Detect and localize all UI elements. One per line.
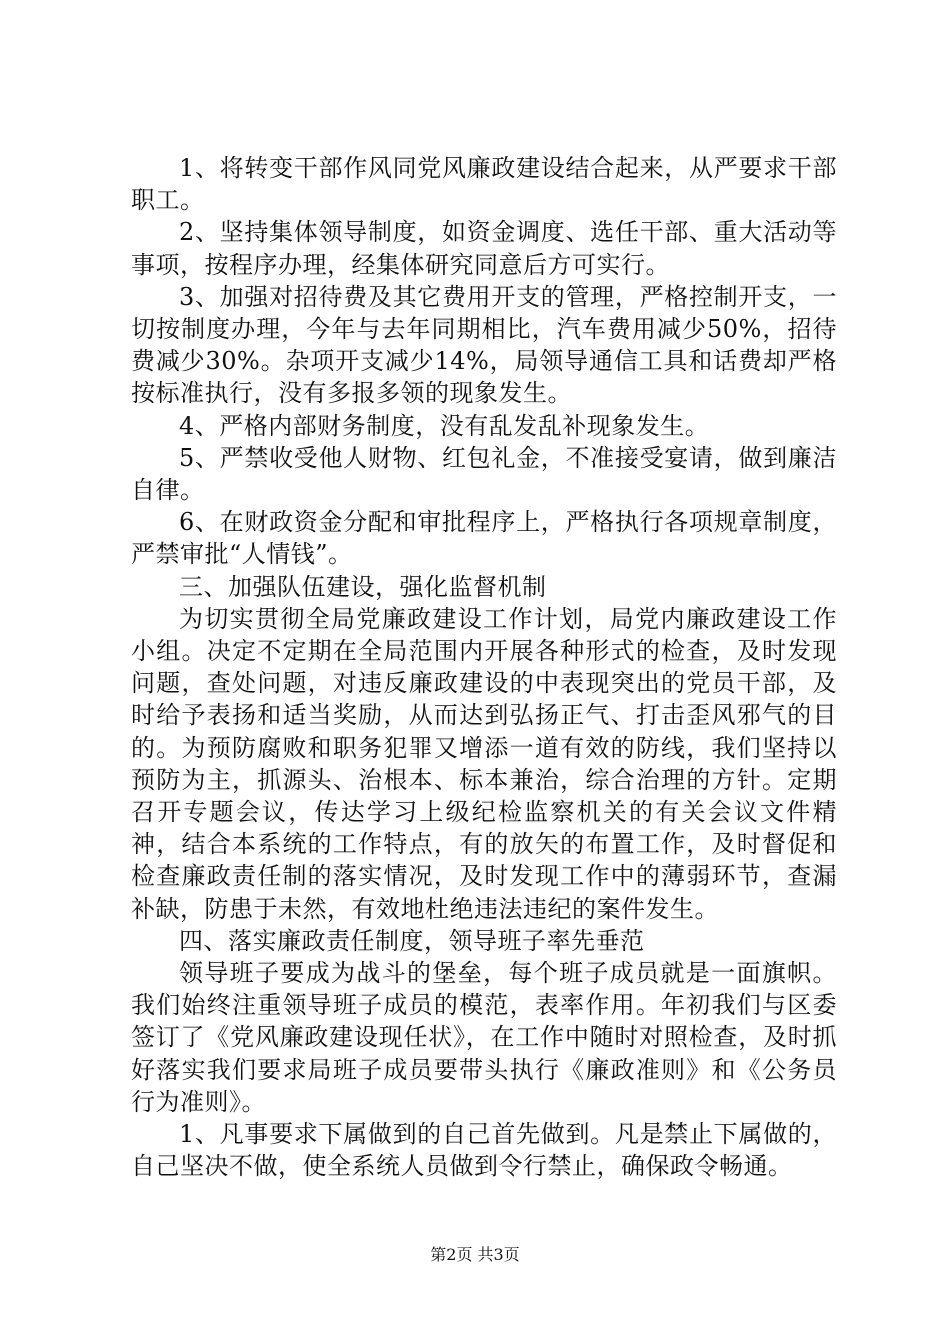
paragraph-9: 1、凡事要求下属做到的自己首先做到。凡是禁止下属做的，自己坚决不做，使全系统人员做到令行禁止，确保政令畅通。 (131, 1120, 837, 1181)
paragraph-6: 6、在财政资金分配和审批程序上，严格执行各项规章制度，严禁审批“人情钱”。 (131, 508, 837, 569)
section-heading-4: 四、落实廉政责任制度，领导班子率先垂范 (179, 926, 645, 955)
document-body (131, 152, 837, 1183)
paragraph-2: 2、坚持集体领导制度，如资金调度、选任干部、重大活动等事项，按程序办理，经集体研究同意后方可实行。 (131, 218, 837, 279)
paragraph-8: 领导班子要成为战斗的堡垒，每个班子成员就是一面旗帜。我们始终注重领导班子成员的模范，表率作用。年初我们与区委签订了《党风廉政建设现任状》，在工作中随时对照检查，及时抓好落实我们要求局班子成员要带头执行《廉政准则》和《公务员行为准则》。 (131, 959, 837, 1116)
section-heading-3: 三、加强队伍建设，强化监督机制 (179, 572, 547, 601)
paragraph-1: 1、将转变干部作风同党风廉政建设结合起来，从严要求干部职工。 (131, 154, 837, 215)
paragraph-4: 4、严格内部财务制度，没有乱发乱补现象发生。 (179, 411, 710, 440)
paragraph-7: 为切实贯彻全局党廉政建设工作计划，局党内廉政建设工作小组。决定不定期在全局范围内开展各种形式的检查，及时发现问题，查处问题，对违反廉政建设的中表现突出的党员干部，及时给予表扬和适当奖励，从而达到弘扬正气、打击歪风邪气的目的。为预防腐败和职务犯罪又增添一道有效的防线，我们坚持以预防为主，抓源头、治根本、标本兼治，综合治理的方针。定期召开专题会议，传达学习上级纪检监察机关的有关会议文件精神，结合本系统的工作特点，有的放矢的布置工作，及时督促和检查廉政责任制的落实情况，及时发现工作中的薄弱环节，查漏补缺，防患于未然，有效地杜绝违法违纪的案件发生。 (131, 604, 837, 923)
paragraph-5: 5、严禁收受他人财物、红包礼金，不准接受宴请，做到廉洁自律。 (131, 443, 837, 505)
page-footer: 第2页 共3页 (430, 1245, 520, 1264)
paragraph-3: 3、加强对招待费及其它费用开支的管理，严格控制开支，一切按制度办理，今年与去年同期相比，汽车费用减少50%，招待费减少30%。杂项开支减少14%，局领导通信工具和话费却严格按标准执行，没有多报多领的现象发生。 (131, 282, 837, 408)
